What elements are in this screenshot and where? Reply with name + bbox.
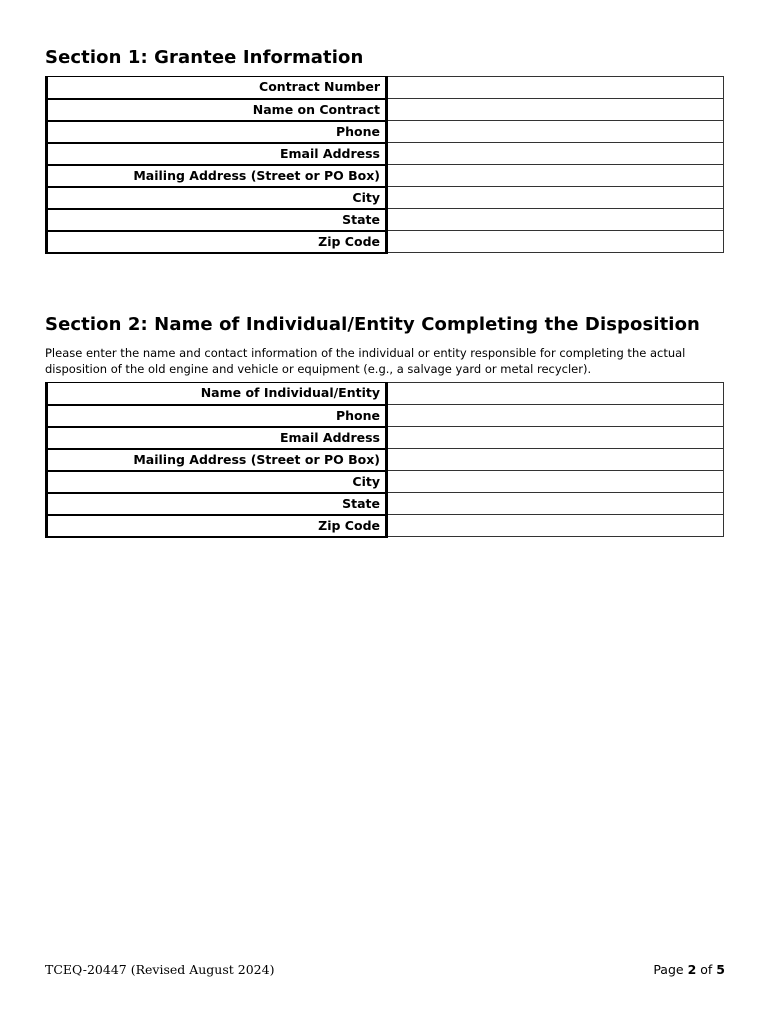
table-row [47,405,724,427]
contract-number-field[interactable] [387,77,724,99]
grantee-phone-label: Phone [47,121,387,143]
page-of-word: of [700,962,713,977]
page-number [653,962,725,978]
grantee-mailing-address-label: Mailing Address (Street or PO Box) [47,165,387,187]
grantee-city-label: City [47,187,387,209]
entity-city-label: City [47,471,387,493]
grantee-state-field[interactable] [387,209,724,231]
grantee-email-field[interactable] [387,143,724,165]
table-row [47,383,724,405]
total-pages: 5 [716,962,725,977]
entity-city-field[interactable] [387,471,724,493]
table-row [47,209,724,231]
entity-email-field[interactable] [387,427,724,449]
table-row [47,515,724,537]
grantee-email-label: Email Address [47,143,387,165]
table-row [47,471,724,493]
entity-phone-field[interactable] [387,405,724,427]
grantee-zip-code-label: Zip Code [47,231,387,253]
entity-email-label: Email Address [47,427,387,449]
grantee-zip-code-field[interactable] [387,231,724,253]
current-page: 2 [687,962,697,977]
entity-state-label: State [47,493,387,515]
entity-zip-code-field[interactable] [387,515,724,537]
entity-name-field[interactable] [387,383,724,405]
name-on-contract-label: Name on Contract [47,99,387,121]
entity-name-label: Name of Individual/Entity [47,383,387,405]
entity-mailing-address-field[interactable] [387,449,724,471]
grantee-information-table [45,76,724,254]
section-2-title: Section 2: Name of Individual/Entity Completing the Disposition [45,314,700,335]
name-on-contract-field[interactable] [387,99,724,121]
disposition-entity-table [45,382,724,538]
page-word: Page [653,962,684,977]
section-1-title: Section 1: Grantee Information [45,47,364,68]
table-row [47,143,724,165]
grantee-city-field[interactable] [387,187,724,209]
form-identifier: TCEQ-20447 (Revised August 2024) [45,962,275,977]
table-row [47,99,724,121]
contract-number-label: Contract Number [47,77,387,99]
entity-phone-label: Phone [47,405,387,427]
grantee-state-label: State [47,209,387,231]
grantee-mailing-address-field[interactable] [387,165,724,187]
table-row [47,427,724,449]
entity-zip-code-label: Zip Code [47,515,387,537]
entity-state-field[interactable] [387,493,724,515]
table-row [47,231,724,253]
table-row [47,449,724,471]
table-row [47,165,724,187]
table-row [47,121,724,143]
table-row [47,187,724,209]
table-row [47,77,724,99]
entity-mailing-address-label: Mailing Address (Street or PO Box) [47,449,387,471]
grantee-phone-field[interactable] [387,121,724,143]
section-2-instructions: Please enter the name and contact information of the individual or entity responsible for completing the actual disposition of the old engine and vehicle or equipment (e.g., a salvage yard or metal recycler). [45,346,686,376]
table-row [47,493,724,515]
